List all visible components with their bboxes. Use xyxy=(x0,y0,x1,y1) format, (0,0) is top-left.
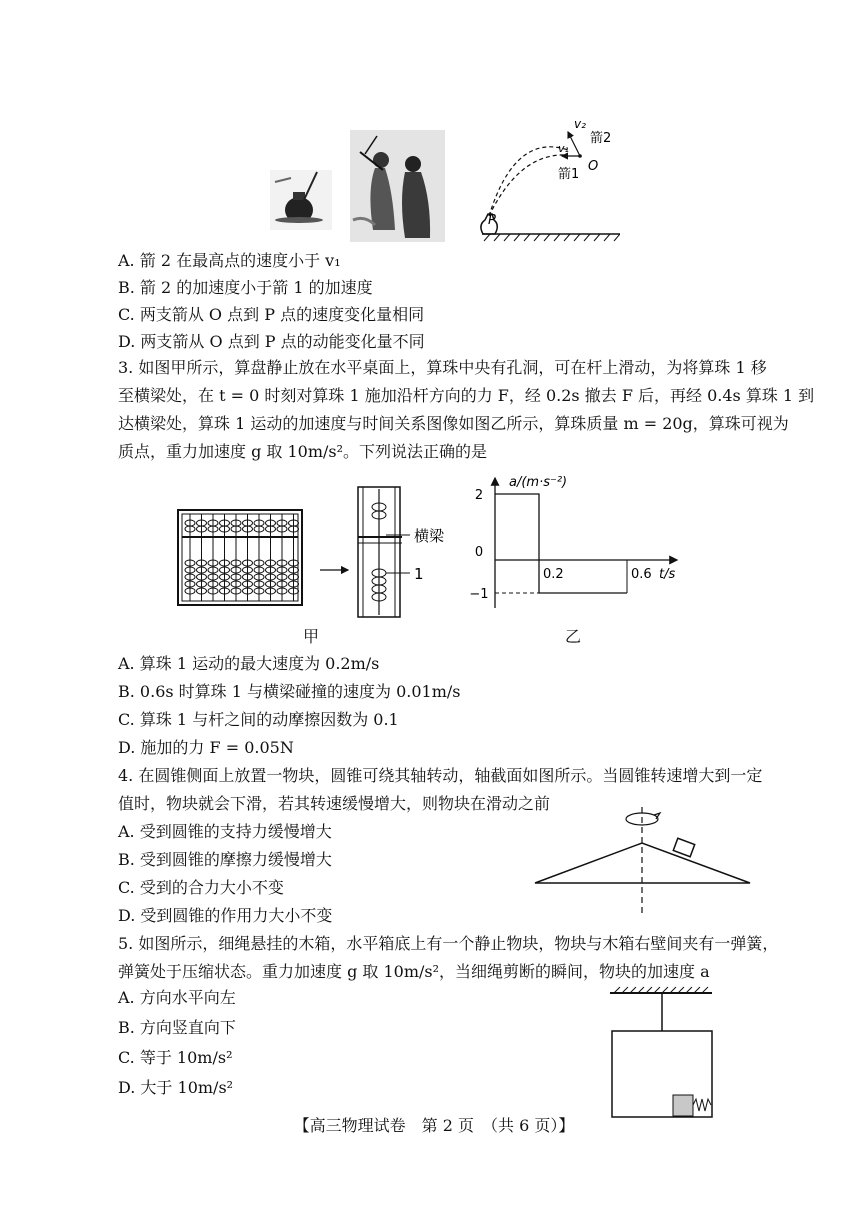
label-arrow2: 箭2 xyxy=(590,131,612,146)
q2-option-c: C. 两支箭从 O 点到 P 点的速度变化量相同 xyxy=(118,305,425,324)
q4-stem-line-2: 值时，物块就会下滑，若其转速缓慢增大，则物块在滑动之前 xyxy=(118,794,551,813)
label-v2: v₂ xyxy=(574,117,586,131)
pot-photo xyxy=(270,170,332,230)
arrow2-trajectory xyxy=(489,147,568,216)
label-o: O xyxy=(588,159,599,174)
fig-jia-label: 甲 xyxy=(303,627,320,646)
q4-stem-line-1: 4. 在圆锥侧面上放置一物块，圆锥可绕其轴转动，轴截面如图所示。当圆锥转速增大到一定 xyxy=(118,766,763,785)
x-tick-label: 0.6 xyxy=(631,567,652,582)
q5-option-a: A. 方向水平向左 xyxy=(118,988,236,1007)
q3-option-b: B. 0.6s 时算珠 1 与横梁碰撞的速度为 0.01m/s xyxy=(118,682,461,701)
abacus-rods xyxy=(185,514,299,601)
q3-stem-line-4: 质点，重力加速度 g 取 10m/s²。下列说法正确的是 xyxy=(118,442,488,461)
page-footer: 【高三物理试卷 第 2 页 （共 6 页）】 xyxy=(293,1116,575,1135)
players-photo xyxy=(350,130,445,242)
q4-option-b: B. 受到圆锥的摩擦力缓慢增大 xyxy=(118,850,332,869)
x-tick-label: 0.2 xyxy=(543,567,564,582)
q4-option-c: C. 受到的合力大小不变 xyxy=(118,878,284,897)
q2-projectile-diagram xyxy=(470,112,620,244)
beam-label: 横梁 xyxy=(414,527,445,545)
q5-option-d: D. 大于 10m/s² xyxy=(118,1078,234,1097)
q3-option-d: D. 施加的力 F = 0.05N xyxy=(118,738,294,757)
q4-option-a: A. 受到圆锥的支持力缓慢增大 xyxy=(118,822,332,841)
cone-figure xyxy=(530,805,755,920)
at-chart-svg xyxy=(455,470,685,615)
q2-option-a: A. 箭 2 在最高点的速度小于 v₁ xyxy=(118,251,341,270)
label-v1: v₁ xyxy=(558,142,569,155)
y-tick-label: 0 xyxy=(474,545,484,560)
q4-option-d: D. 受到圆锥的作用力大小不变 xyxy=(118,906,333,925)
label-arrow1: 箭1 xyxy=(558,167,580,182)
y-axis-label: a/(m·s⁻²) xyxy=(509,475,568,490)
q5-stem-line-1: 5. 如图所示，细绳悬挂的木箱，水平箱底上有一个静止物块，物块与木箱右壁间夹有一弹簧， xyxy=(118,934,779,953)
ground-hatching xyxy=(484,234,620,241)
box-figure xyxy=(600,985,725,1120)
y-tick-label: 2 xyxy=(474,488,484,503)
fig-yi-label: 乙 xyxy=(565,627,582,646)
q2-option-b: B. 箭 2 的加速度小于箭 1 的加速度 xyxy=(118,278,373,297)
q5-option-b: B. 方向竖直向下 xyxy=(118,1018,236,1037)
at-chart xyxy=(455,470,685,615)
q3-stem-line-3: 达横梁处，算珠 1 运动的加速度与时间关系图像如图乙所示，算珠质量 m = 20g，算珠可视为 xyxy=(118,414,789,433)
abacus-figure xyxy=(170,485,470,620)
q3-option-a: A. 算珠 1 运动的最大速度为 0.2m/s xyxy=(118,654,380,673)
q3-stem-line-1: 3. 如图甲所示，算盘静止放在水平桌面上，算珠中央有孔洞，可在杆上滑动，为将算珠 1 移 xyxy=(118,358,767,377)
q3-stem-line-2: 至横梁处，在 t = 0 时刻对算珠 1 施加沿杆方向的力 F，经 0.2s 撤去 F 后，再经 0.4s 算珠 1 到 xyxy=(118,386,815,405)
y-tick-label: −1 xyxy=(469,587,489,602)
x-axis-label: t/s xyxy=(659,567,676,582)
q5-stem-line-2: 弹簧处于压缩状态。重力加速度 g 取 10m/s²，当细绳剪断的瞬间，物块的加速度 a xyxy=(118,962,710,981)
q2-option-d: D. 两支箭从 O 点到 P 点的动能变化量不同 xyxy=(118,332,425,351)
q3-option-c: C. 算珠 1 与杆之间的动摩擦因数为 0.1 xyxy=(118,710,399,729)
block-on-cone xyxy=(673,838,694,856)
arrow1-trajectory xyxy=(489,155,568,216)
bead-label: 1 xyxy=(414,565,424,583)
label-p: P xyxy=(488,213,496,228)
q5-option-c: C. 等于 10m/s² xyxy=(118,1048,233,1067)
point-o-marker xyxy=(578,154,582,158)
v2-vector xyxy=(568,132,580,156)
